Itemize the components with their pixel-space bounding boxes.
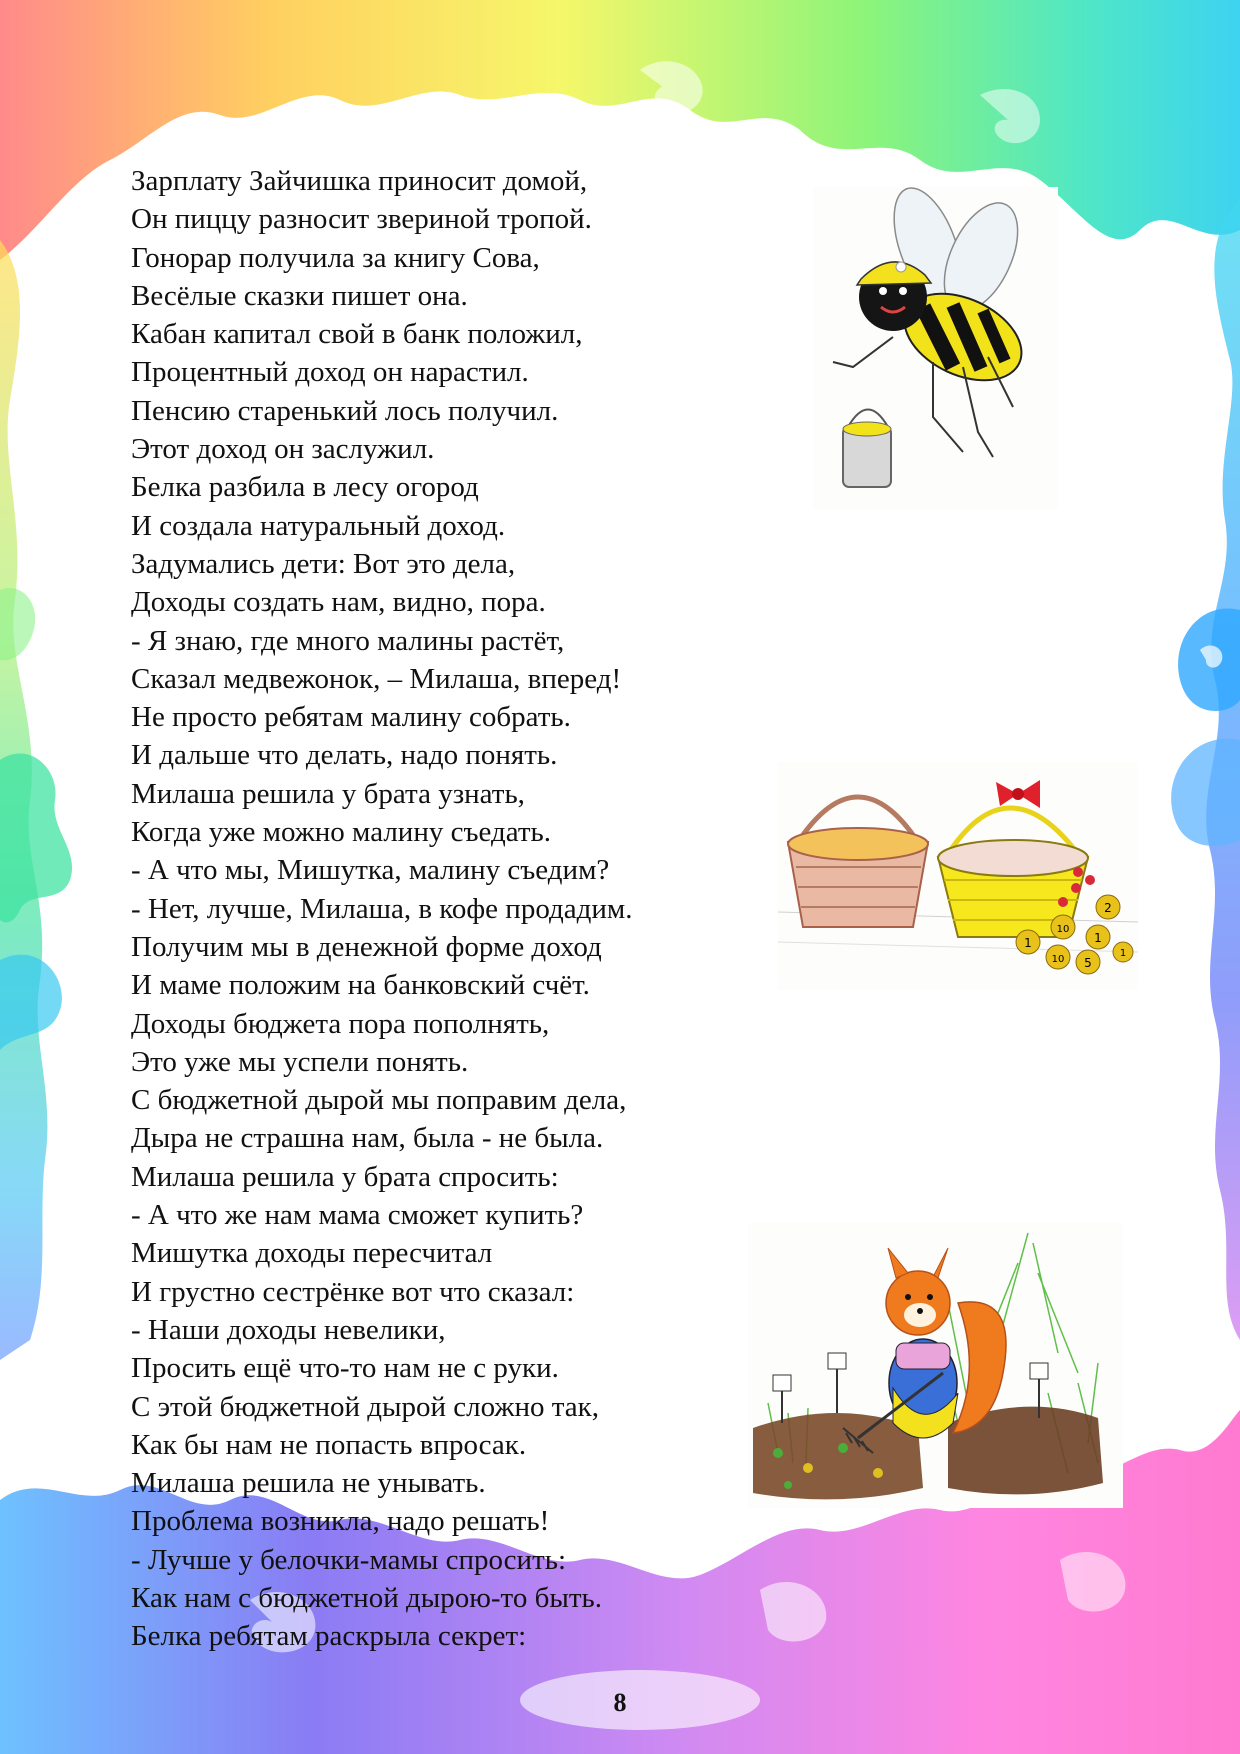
poem-line: Получим мы в денежной форме доход bbox=[131, 930, 602, 963]
poem-line: Как нам с бюджетной дырою-то быть. bbox=[131, 1581, 602, 1614]
coin-label: 5 bbox=[1084, 956, 1092, 970]
coin-icon bbox=[1086, 925, 1110, 949]
coin-icon bbox=[1096, 895, 1120, 919]
poem-line: Милаша решила у брата спросить: bbox=[131, 1160, 559, 1193]
squirrel-garden-illustration bbox=[748, 1223, 1123, 1508]
coin-label: 1 bbox=[1094, 931, 1102, 945]
coin-icon bbox=[1016, 930, 1040, 954]
poem-line: И маме положим на банковский счёт. bbox=[131, 969, 590, 1002]
poem-line: Он пиццу разносит звериной тропой. bbox=[131, 203, 592, 236]
poem-line: Проблема возникла, надо решать! bbox=[131, 1505, 550, 1538]
poem-line: - Лучше у белочки-мамы спросить: bbox=[131, 1543, 567, 1576]
poem-line: - А что мы, Мишутка, малину съедим? bbox=[131, 854, 610, 887]
coin-label: 1 bbox=[1119, 948, 1127, 959]
poem-line: Весёлые сказки пишет она. bbox=[131, 279, 468, 312]
poem-line: - А что же нам мама сможет купить? bbox=[131, 1199, 584, 1232]
coin-label: 2 bbox=[1104, 901, 1112, 915]
poem-line: Мишутка доходы пересчитал bbox=[131, 1237, 493, 1270]
poem-line: - Нет, лучше, Милаша, в кофе продадим. bbox=[131, 892, 633, 925]
bee-illustration bbox=[813, 187, 1058, 509]
poem-line: И создала натуральный доход. bbox=[131, 509, 506, 542]
poem-line: Доходы создать нам, видно, пора. bbox=[131, 586, 546, 619]
poem-line: И грустно сестрёнке вот что сказал: bbox=[131, 1275, 575, 1308]
poem-line: Просить ещё что-то нам не с руки. bbox=[131, 1352, 559, 1385]
coin-icon bbox=[1046, 945, 1070, 969]
poem-line: Это уже мы успели понять. bbox=[131, 1045, 469, 1078]
poem-line: - Я знаю, где много малины растёт, bbox=[131, 624, 565, 657]
poem-line: Белка ребятам раскрыла секрет: bbox=[131, 1620, 527, 1653]
coin-icon bbox=[1113, 942, 1133, 962]
poem-line: Доходы бюджета пора пополнять, bbox=[131, 1007, 550, 1040]
poem-line: С этой бюджетной дырой сложно так, bbox=[131, 1390, 599, 1423]
poem-line: Милаша решила у брата узнать, bbox=[131, 777, 525, 810]
poem bbox=[131, 162, 632, 1656]
poem-line: И дальше что делать, надо понять. bbox=[131, 739, 558, 772]
poem-line: Как бы нам не попасть впросак. bbox=[131, 1428, 527, 1461]
poem-line: С бюджетной дырой мы поправим дела, bbox=[131, 1084, 627, 1117]
coin-icon bbox=[1076, 950, 1100, 974]
poem-line: Гонорар получила за книгу Сова, bbox=[131, 241, 540, 274]
poem-line: Пенсию старенький лось получил. bbox=[131, 394, 559, 427]
coin-icon bbox=[1051, 915, 1075, 939]
poem-line: Сказал медвежонок, – Милаша, вперед! bbox=[131, 662, 622, 695]
poem-line: Не просто ребятам малину собрать. bbox=[131, 701, 571, 734]
poem-line: Процентный доход он нарастил. bbox=[131, 356, 529, 389]
poem-line: Белка разбила в лесу огород bbox=[131, 471, 479, 504]
poem-line: - Наши доходы невелики, bbox=[131, 1313, 446, 1346]
coin-label: 10 bbox=[1051, 954, 1065, 965]
poem-line: Зарплату Зайчишка приносит домой, bbox=[131, 165, 588, 197]
poem-line: Этот доход он заслужил. bbox=[131, 433, 435, 466]
baskets-and-coins-illustration bbox=[778, 762, 1138, 990]
poem-line: Задумались дети: Вот это дела, bbox=[131, 547, 516, 580]
poem-line: Милаша решила не унывать. bbox=[131, 1467, 486, 1500]
poem-line: Когда уже можно малину съедать. bbox=[131, 816, 551, 849]
coin-label: 1 bbox=[1024, 936, 1032, 950]
page-number: 8 bbox=[613, 1688, 627, 1717]
poem-line: Кабан капитал свой в банк положил, bbox=[131, 318, 583, 351]
poem-line: Дыра не страшна нам, была - не была. bbox=[131, 1122, 604, 1155]
coin-label: 10 bbox=[1056, 924, 1070, 935]
